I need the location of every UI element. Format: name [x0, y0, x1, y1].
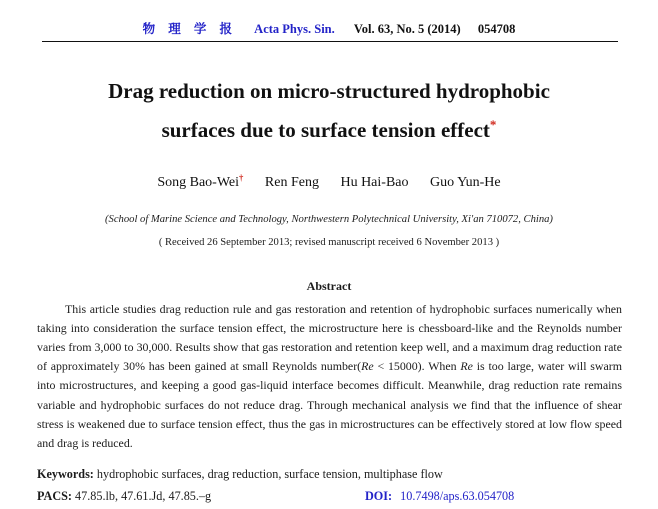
abstract-segment: is too large, water will swarm into microstructures, and keeping a good gas-liquid interface becomes difficult. Meanwhile, drag reduction rate remains variable and hydrophobic surfaces do not reduce drag. Through mechanical analysis we find that the influence of shear stress is weakened due to surface tension effect, thus the gas in microstructures can be effectively stored at low flow speed and drag is reduced.: [37, 359, 622, 451]
journal-name-english: Acta Phys. Sin.: [254, 22, 335, 36]
pacs-item: [37, 489, 365, 504]
reynolds-number-symbol: Re: [460, 359, 473, 374]
journal-name-chinese: 物 理 学 报: [142, 22, 238, 36]
doi-item: [365, 489, 514, 504]
title-line-1: Drag reduction on micro-structured hydrophobic: [108, 79, 550, 103]
affiliation: (School of Marine Science and Technology, Northwestern Polytechnical University, Xi'an 710072, China): [105, 213, 553, 225]
article-number: 054708: [477, 22, 516, 36]
volume-issue-info: Vol. 63, No. 5 (2014): [353, 22, 461, 36]
abstract-text: [37, 300, 622, 454]
doi-label: DOI:: [365, 489, 393, 504]
title-footnote-asterisk: *: [489, 117, 497, 132]
received-dates: ( Received 26 September 2013; revised manuscript received 6 November 2013 ): [158, 236, 500, 248]
pacs-doi-row: [37, 489, 622, 504]
title-line-2: surfaces due to surface tension effect: [161, 118, 490, 142]
reynolds-number-symbol: Re: [361, 359, 374, 374]
keywords-row: [37, 467, 622, 482]
author-name: Hu Hai-Bao: [340, 174, 409, 190]
keywords-list: hydrophobic surfaces, drag reduction, surface tension, multiphase flow: [96, 467, 443, 482]
header-rule: [42, 41, 618, 42]
abstract-segment: This article studies drag reduction rule and gas restoration and retention of hydrophobic surfaces numerically when taking into consideration the surface tension effect, the microstructure here is chessboard-like and the Reynolds number varies from 3,000 to 30,000. Results show that gas restoration and retention keep well, and a maximum drag reduction rate of approximately 30% has been gained at small Reynolds number(: [37, 301, 622, 374]
pacs-codes: 47.85.lb, 47.61.Jd, 47.85.–g: [75, 489, 212, 504]
doi-link[interactable]: 10.7498/aps.63.054708: [400, 489, 515, 504]
corresponding-author-dagger: †: [239, 172, 244, 182]
author-name: Ren Feng: [264, 174, 319, 190]
page-title: [49, 75, 609, 147]
author-name: Guo Yun-He: [430, 174, 501, 190]
abstract-heading: Abstract: [306, 278, 352, 293]
author-list: [0, 172, 658, 191]
keywords-label: Keywords:: [37, 467, 94, 482]
abstract-segment: < 15000). When: [373, 359, 461, 374]
pacs-label: PACS:: [37, 489, 72, 504]
author-name: Song Bao-Wei†: [157, 172, 244, 190]
journal-running-head: [0, 0, 658, 37]
